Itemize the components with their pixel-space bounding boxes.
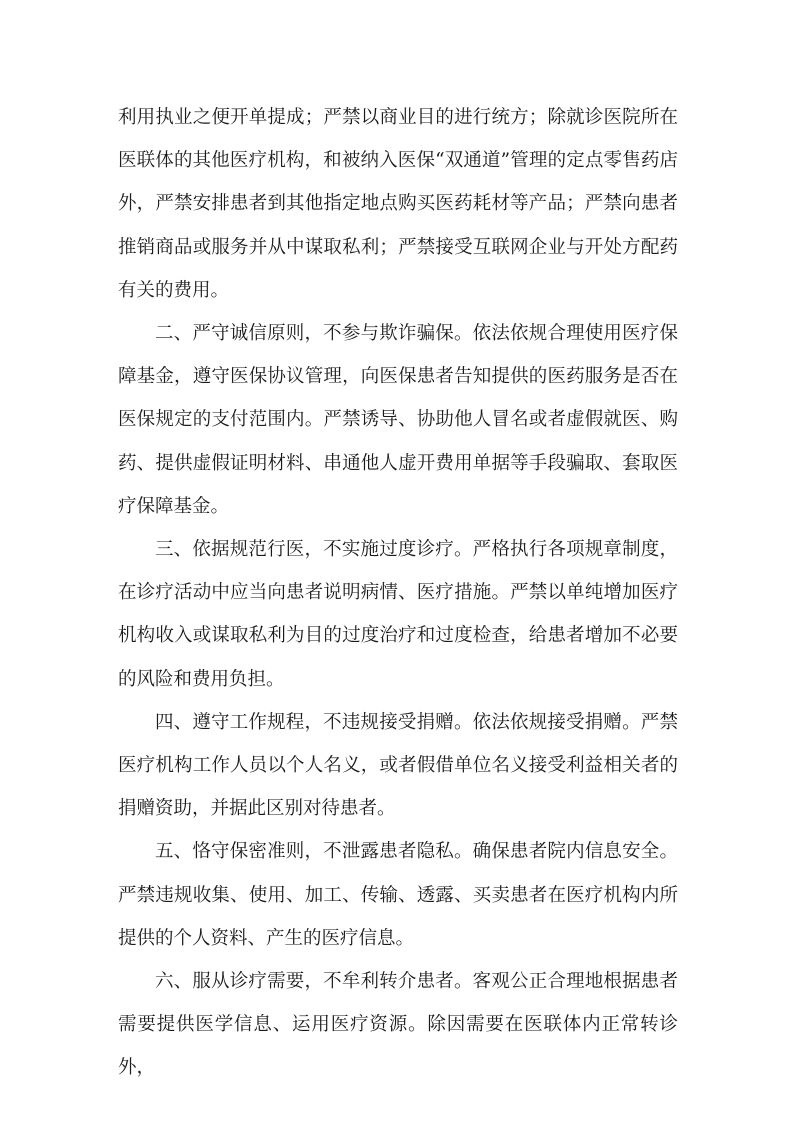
paragraph-item-6: 六、服从诊疗需要，不牟利转介患者。客观公正合理地根据患者需要提供医学信息、运用医疗资源。除因需要在医联体内正常转诊外，: [118, 971, 678, 1079]
paragraph-continued: 利用执业之便开单提成；严禁以商业目的进行统方；除就诊医院所在医联体的其他医疗机构，和被纳入医保“双通道”管理的定点零售药店外，严禁安排患者到其他指定地点购买医药耗材等产品；严禁向患者推销商品或服务并从中谋取私利；严禁接受互联网企业与开处方配药有关的费用。: [118, 107, 678, 301]
paragraph-item-3: 三、依据规范行医，不实施过度诊疗。严格执行各项规章制度，在诊疗活动中应当向患者说明病情、医疗措施。严禁以单纯增加医疗机构收入或谋取私利为目的过度治疗和过度检查，给患者增加不必要的风险和费用负担。: [118, 539, 678, 690]
paragraph-item-4: 四、遵守工作规程，不违规接受捐赠。依法依规接受捐赠。严禁医疗机构工作人员以个人名义，或者假借单位名义接受利益相关者的捐赠资助，并据此区别对待患者。: [118, 711, 678, 820]
paragraph-item-2: 二、严守诚信原则，不参与欺诈骗保。依法依规合理使用医疗保障基金，遵守医保协议管理，向医保患者告知提供的医药服务是否在医保规定的支付范围内。严禁诱导、协助他人冒名或者虚假就医、购药、提供虚假证明材料、串通他人虚开费用单据等手段骗取、套取医疗保障基金。: [118, 323, 678, 517]
document-body: [118, 96, 678, 1090]
paragraph-item-5: 五、恪守保密准则，不泄露患者隐私。确保患者院内信息安全。严禁违规收集、使用、加工、传输、透露、买卖患者在医疗机构内所提供的个人资料、产生的医疗信息。: [118, 841, 678, 949]
